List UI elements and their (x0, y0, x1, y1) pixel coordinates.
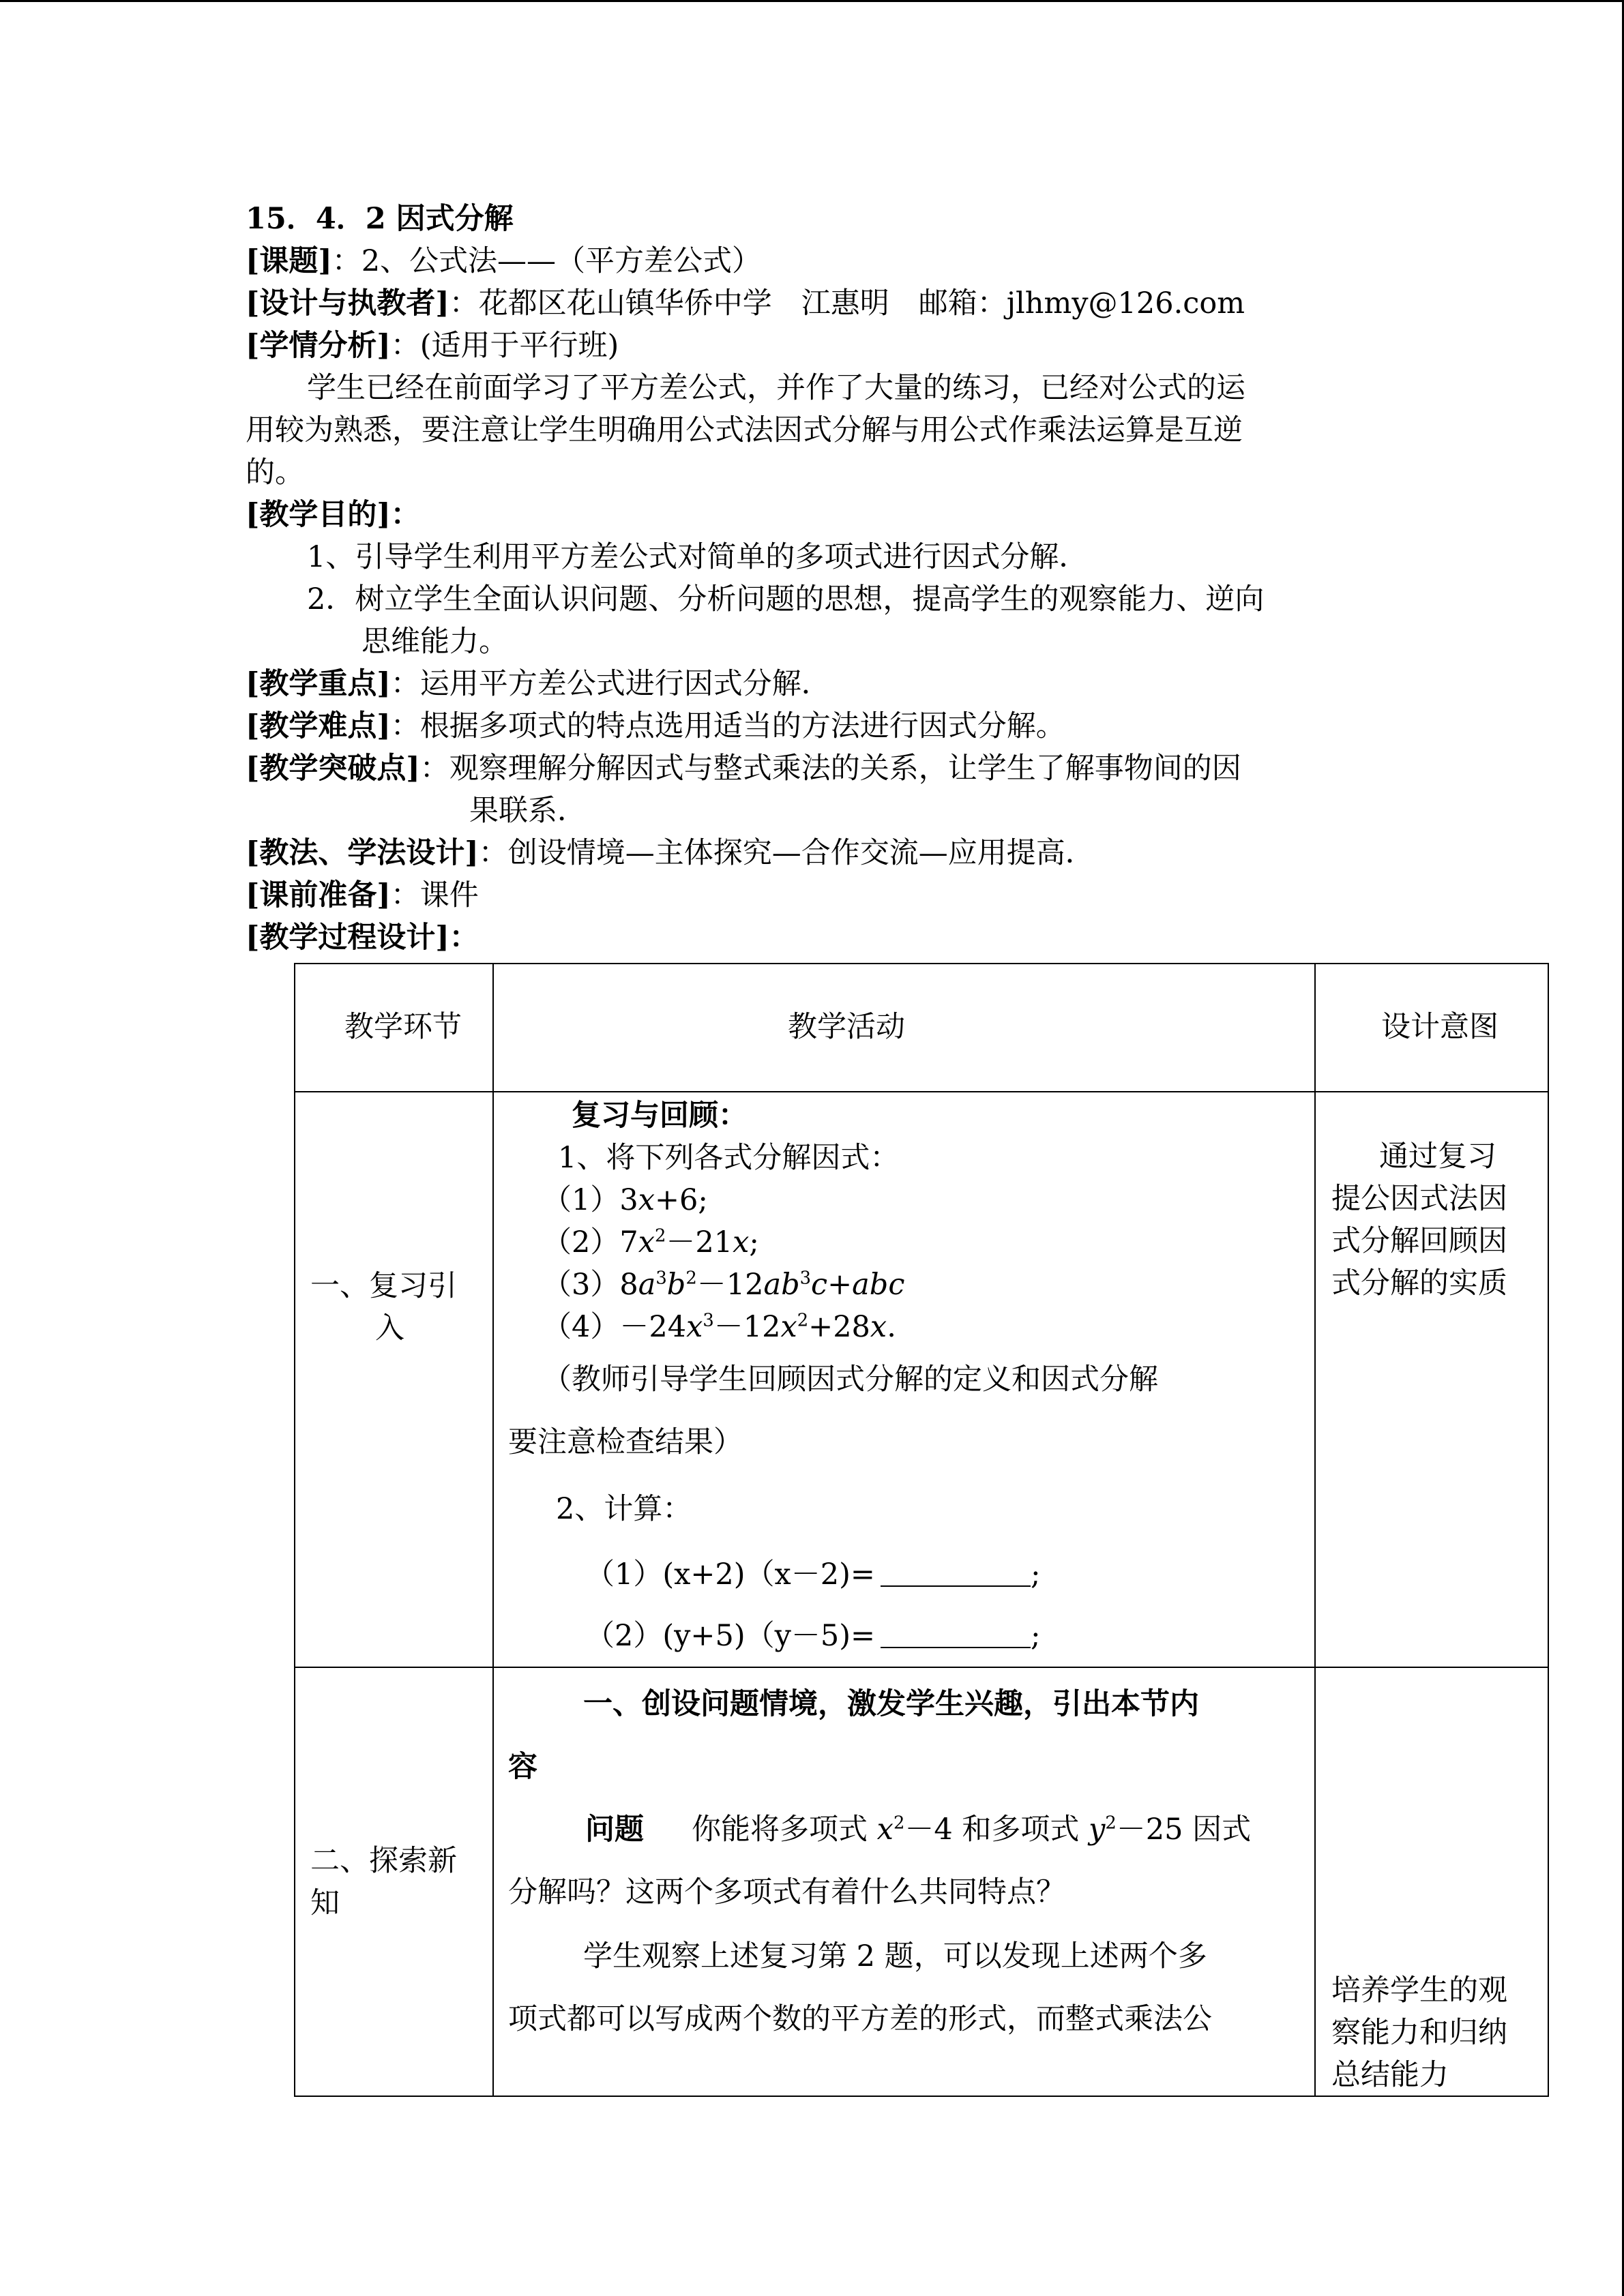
problem-line-2: 分解吗？这两个多项式有着什么共同特点？ (508, 1875, 1065, 1909)
method-line (246, 832, 1095, 874)
analysis-value: ：(适用于平行班) (390, 329, 619, 363)
analysis-line (246, 325, 619, 367)
row1-stage-line-2: 入 (375, 1311, 404, 1345)
expr-2: $(2)7x^2-21x$; (542, 1225, 759, 1259)
topic-label: [课题] (246, 244, 332, 278)
answer-blank-1[interactable] (881, 1558, 1031, 1587)
table-border-right (1548, 963, 1549, 2097)
row2-stage-line-1: 二、探索新 (310, 1844, 457, 1878)
goal-2-line-1: 2．树立学生全面认识问题、分析问题的思想，提高学生的观察能力、逆向 (307, 582, 1265, 616)
expr-4: $(4)-24x^3-12x^2+28x$. (542, 1310, 896, 1344)
goals-label: [教学目的]： (246, 498, 420, 532)
observation-line-2: 项式都可以写成两个数的平方差的形式，而整式乘法公 (508, 2002, 1212, 2036)
calc-2: （2）(y+5)（y－5)= ; (585, 1619, 1041, 1653)
analysis-text-2: 用较为熟悉，要注意让学生明确用公式法因式分解与用公式作乘法运算是互逆 (246, 413, 1243, 447)
difficulty-value: ：根据多项式的特点选用适当的方法进行因式分解。 (390, 709, 1065, 743)
prep-value: ：课件 (390, 878, 479, 912)
row2-intent-line-2: 察能力和归纳 (1331, 2016, 1507, 2050)
breakthrough-value: ：观察理解分解因式与整式乘法的关系，让学生了解事物间的因 (419, 751, 1241, 786)
header-stage: 教学环节 (344, 1010, 462, 1044)
table-border-left (294, 963, 295, 2097)
table-border-top (294, 963, 1549, 964)
designer-line (246, 282, 1245, 325)
teacher-note-line-2: 要注意检查结果） (508, 1425, 743, 1459)
designer-label: [设计与执教者] (246, 286, 449, 320)
row2-stage-line-2: 知 (310, 1886, 340, 1920)
key-point-line (246, 663, 831, 705)
table-col-divider-1 (492, 963, 494, 2097)
breakthrough-line-2: 果联系． (469, 794, 587, 828)
row1-intent-line-1: 通过复习 (1379, 1139, 1496, 1174)
breakthrough-label: [教学突破点] (246, 751, 420, 786)
table-rule-row1 (294, 1667, 1549, 1668)
row2-intent-line-3: 总结能力 (1331, 2058, 1449, 2092)
difficulty-label: [教学难点] (246, 709, 391, 743)
problem-label: 问题 (585, 1813, 644, 1847)
topic-value: ：2、公式法——（平方差公式） (331, 244, 762, 278)
row1-intent-line-2: 提公因式法因 (1331, 1182, 1507, 1216)
analysis-text-1: 学生已经在前面学习了平方差公式，并作了大量的练习，已经对公式的运 (307, 371, 1245, 405)
analysis-label: [学情分析] (246, 329, 391, 363)
goal-2-line-2: 思维能力。 (361, 625, 508, 659)
prep-line (246, 874, 479, 916)
difficulty-line (246, 705, 1065, 747)
teacher-note-line-1: （教师引导学生回顾因式分解的定义和因式分解 (542, 1362, 1158, 1397)
answer-blank-2[interactable] (881, 1620, 1031, 1648)
review-q1: 1、将下列各式分解因式： (558, 1141, 900, 1175)
goal-1: 1、引导学生利用平方差公式对简单的多项式进行因式分解． (307, 540, 1089, 574)
header-intent: 设计意图 (1381, 1010, 1498, 1044)
table-rule-header (294, 1091, 1549, 1092)
key-point-label: [教学重点] (246, 667, 391, 701)
topic-line (246, 240, 761, 282)
review-title: 复习与回顾： (572, 1099, 748, 1133)
method-value: ：创设情境—主体探究—合作交流—应用提高． (478, 836, 1095, 870)
table-col-divider-2 (1314, 963, 1316, 2097)
observation-line-1: 学生观察上述复习第 2 题，可以发现上述两个多 (583, 1939, 1207, 1973)
breakthrough-line (246, 747, 1241, 790)
analysis-text-3: 的。 (246, 456, 304, 490)
section-title-line-2: 容 (508, 1750, 537, 1784)
key-point-value: ：运用平方差公式进行因式分解． (390, 667, 831, 701)
expr-1: （1）3x+6; (542, 1183, 708, 1217)
row2-intent-line-1: 培养学生的观 (1331, 1973, 1507, 2008)
row1-intent-line-4: 式分解的实质 (1331, 1266, 1507, 1300)
method-label: [教法、学法设计] (246, 836, 479, 870)
process-label: [教学过程设计]： (246, 921, 479, 955)
row1-intent-line-3: 式分解回顾因 (1331, 1224, 1507, 1258)
review-q2: 2、计算： (556, 1492, 692, 1526)
expr-3: $(3)8a^3b^2-12ab^3c+abc$ (542, 1268, 905, 1302)
calc-1: （1）(x+2)（x－2)= ; (585, 1557, 1041, 1592)
designer-value: ：花都区花山镇华侨中学 江惠明 邮箱：jlhmy@126.com (449, 286, 1245, 320)
row1-stage-line-1: 一、复习引 (310, 1269, 457, 1303)
section-title-line-1: 一、创设问题情境，激发学生兴趣，引出本节内 (583, 1687, 1199, 1721)
header-activity: 教学活动 (788, 1010, 905, 1044)
prep-label: [课前准备] (246, 878, 391, 912)
doc-title: 15．4．2 因式分解 (246, 202, 514, 236)
problem-line-1: 问题 你能将多项式 $x^2-4$ 和多项式 $y^2-25$ 因式 (585, 1813, 1252, 1847)
